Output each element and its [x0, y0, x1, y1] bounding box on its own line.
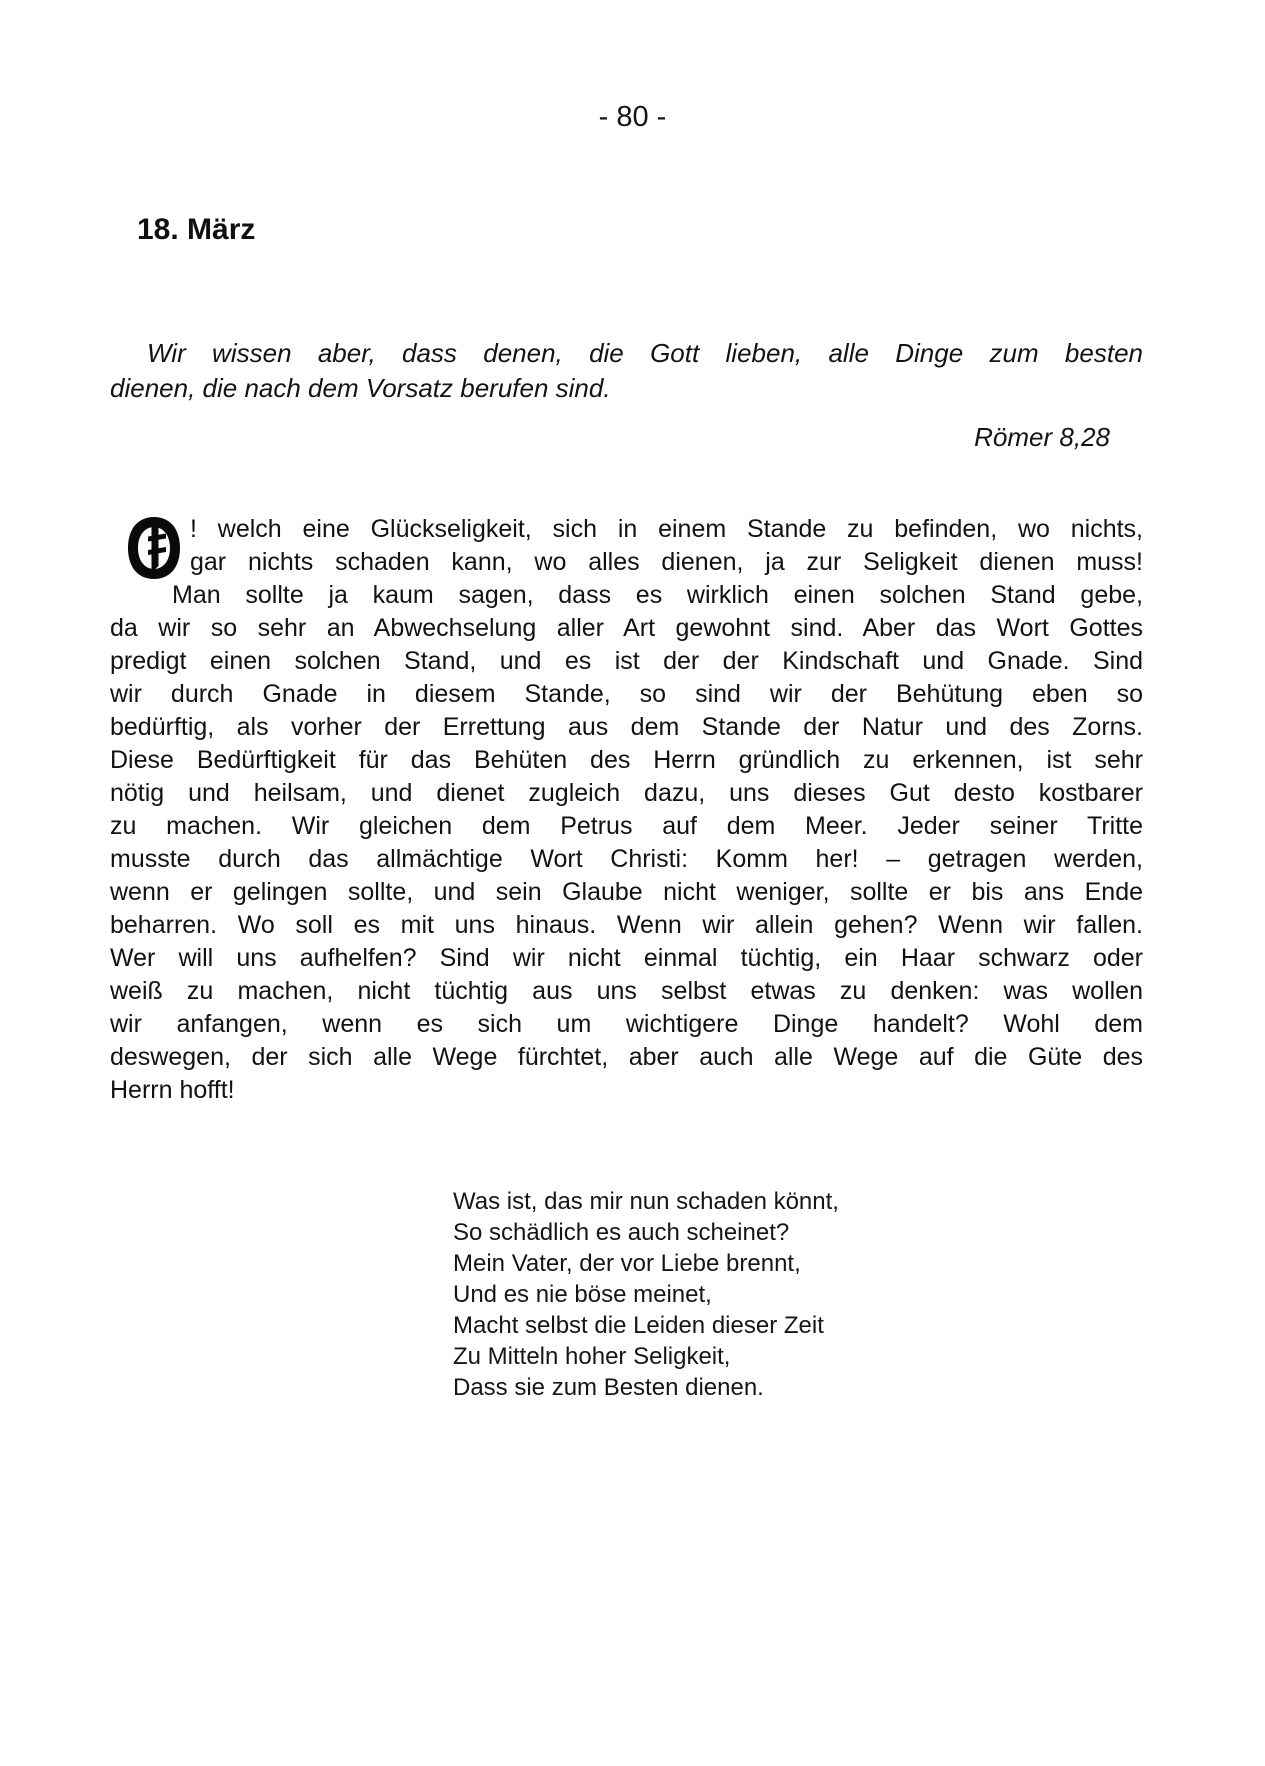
text-line: Herrn hofft! [110, 1076, 235, 1104]
scripture-quote [110, 336, 1143, 406]
text-line: gar nichts schaden kann, wo alles dienen, ja zur Seligkeit dienen muss! [190, 548, 1143, 576]
page-number: - 80 - [598, 101, 667, 133]
devotional-text [110, 513, 1143, 1107]
text-line: wir anfangen, wenn es sich um wichtigere Dinge handelt? Wohl dem [110, 1010, 1143, 1038]
poem-line: So schädlich es auch scheinet? [453, 1219, 790, 1246]
poem-line: Was ist, das mir nun schaden könnt, [453, 1188, 839, 1215]
text-line: beharren. Wo soll es mit uns hinaus. Wenn wir allein gehen? Wenn wir fallen. [110, 911, 1143, 939]
scripture-line: dienen, die nach dem Vorsatz berufen sind. [110, 373, 611, 403]
poem-line: Und es nie böse meinet, [453, 1281, 712, 1308]
poem-line: Dass sie zum Besten dienen. [453, 1374, 764, 1401]
text-line: wenn er gelingen sollte, und sein Glaube nicht weniger, sollte er bis ans Ende [110, 878, 1143, 906]
poem-line: Zu Mitteln hoher Seligkeit, [453, 1343, 731, 1370]
text-line: zu machen. Wir gleichen dem Petrus auf dem Meer. Jeder seiner Tritte [110, 812, 1143, 840]
text-line: deswegen, der sich alle Wege fürchtet, aber auch alle Wege auf die Güte des [110, 1043, 1143, 1071]
poem [453, 1186, 839, 1403]
text-line: nötig und heilsam, und dienet zugleich dazu, uns dieses Gut desto kostbarer [110, 779, 1143, 807]
text-line: wir durch Gnade in diesem Stande, so sind wir der Behütung eben so [110, 680, 1143, 708]
text-line: Diese Bedürftigkeit für das Behüten des Herrn gründlich zu erkennen, ist sehr [110, 746, 1143, 774]
poem-line: Mein Vater, der vor Liebe brennt, [453, 1250, 801, 1277]
section-heading: 18. März [137, 213, 256, 246]
text-line: Man sollte ja kaum sagen, dass es wirklich einen solchen Stand gebe, [172, 581, 1143, 609]
drop-cap-initial-o-icon [125, 516, 183, 580]
text-line: da wir so sehr an Abwechselung aller Art gewohnt sind. Aber das Wort Gottes [110, 614, 1143, 642]
text-line: musste durch das allmächtige Wort Christi: Komm her! – getragen werden, [110, 845, 1143, 873]
text-line: Wer will uns aufhelfen? Sind wir nicht einmal tüchtig, ein Haar schwarz oder [110, 944, 1143, 972]
poem-line: Macht selbst die Leiden dieser Zeit [453, 1312, 824, 1339]
text-line: ! welch eine Glückseligkeit, sich in einem Stande zu befinden, wo nichts, [190, 515, 1143, 543]
scripture-reference: Römer 8,28 [974, 422, 1110, 452]
scripture-line: Wir wissen aber, dass denen, die Gott lieben, alle Dinge zum besten [147, 338, 1143, 368]
text-line: weiß zu machen, nicht tüchtig aus uns selbst etwas zu denken: was wollen [110, 977, 1143, 1005]
text-line: predigt einen solchen Stand, und es ist der der Kindschaft und Gnade. Sind [110, 647, 1143, 675]
text-line: bedürftig, als vorher der Errettung aus dem Stande der Natur und des Zorns. [110, 713, 1143, 741]
